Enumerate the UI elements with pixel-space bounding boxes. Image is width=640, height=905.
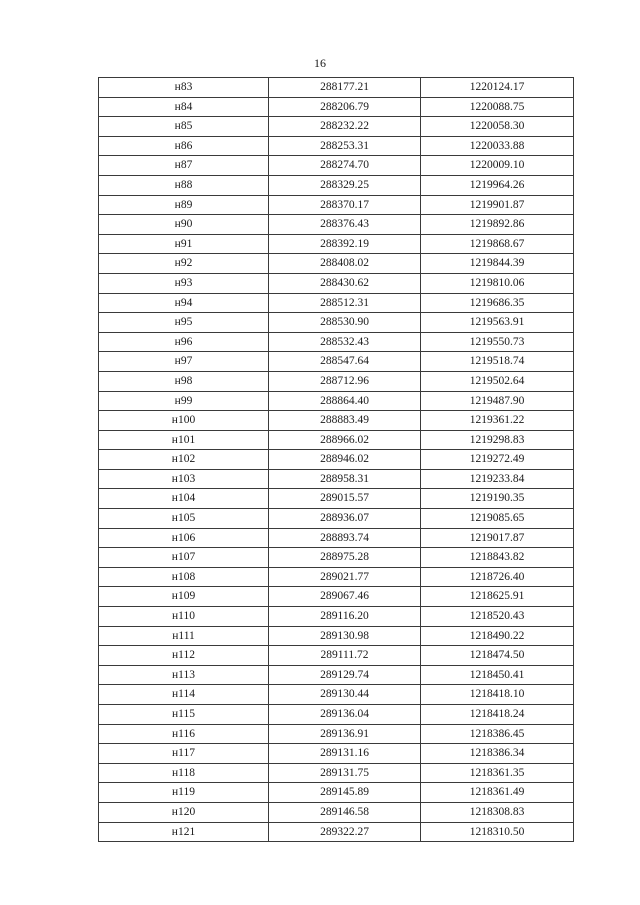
table-row xyxy=(99,489,574,509)
table-row xyxy=(99,567,574,587)
table-row xyxy=(99,587,574,607)
x-coordinate-cell: 288232.22 xyxy=(269,117,421,137)
coordinates-table xyxy=(98,77,574,842)
y-coordinate-cell: 1218843.82 xyxy=(421,548,574,568)
table-row xyxy=(99,450,574,470)
y-coordinate-cell: 1219017.87 xyxy=(421,528,574,548)
y-coordinate-cell: 1218361.35 xyxy=(421,763,574,783)
table-row xyxy=(99,822,574,842)
table-row xyxy=(99,744,574,764)
table-row xyxy=(99,195,574,215)
y-coordinate-cell: 1219298.83 xyxy=(421,430,574,450)
y-coordinate-cell: 1218308.83 xyxy=(421,802,574,822)
x-coordinate-cell: 288936.07 xyxy=(269,509,421,529)
table-row xyxy=(99,528,574,548)
x-coordinate-cell: 289111.72 xyxy=(269,646,421,666)
table-row xyxy=(99,97,574,117)
y-coordinate-cell: 1220088.75 xyxy=(421,97,574,117)
x-coordinate-cell: 288253.31 xyxy=(269,136,421,156)
x-coordinate-cell: 289067.46 xyxy=(269,587,421,607)
x-coordinate-cell: 288712.96 xyxy=(269,371,421,391)
table-row xyxy=(99,254,574,274)
y-coordinate-cell: 1218450.41 xyxy=(421,665,574,685)
point-name-cell: н115 xyxy=(99,705,269,725)
table-row xyxy=(99,705,574,725)
x-coordinate-cell: 289145.89 xyxy=(269,783,421,803)
coordinates-table-body xyxy=(99,78,574,842)
point-name-cell: н84 xyxy=(99,97,269,117)
table-row xyxy=(99,607,574,627)
point-name-cell: н83 xyxy=(99,78,269,98)
x-coordinate-cell: 289130.98 xyxy=(269,626,421,646)
point-name-cell: н107 xyxy=(99,548,269,568)
y-coordinate-cell: 1219844.39 xyxy=(421,254,574,274)
point-name-cell: н112 xyxy=(99,646,269,666)
x-coordinate-cell: 288408.02 xyxy=(269,254,421,274)
y-coordinate-cell: 1218361.49 xyxy=(421,783,574,803)
y-coordinate-cell: 1219272.49 xyxy=(421,450,574,470)
point-name-cell: н117 xyxy=(99,744,269,764)
x-coordinate-cell: 288392.19 xyxy=(269,234,421,254)
y-coordinate-cell: 1219686.35 xyxy=(421,293,574,313)
y-coordinate-cell: 1219190.35 xyxy=(421,489,574,509)
table-row xyxy=(99,273,574,293)
y-coordinate-cell: 1219563.91 xyxy=(421,313,574,333)
y-coordinate-cell: 1219901.87 xyxy=(421,195,574,215)
y-coordinate-cell: 1219892.86 xyxy=(421,215,574,235)
y-coordinate-cell: 1218386.34 xyxy=(421,744,574,764)
y-coordinate-cell: 1219085.65 xyxy=(421,509,574,529)
y-coordinate-cell: 1219550.73 xyxy=(421,332,574,352)
point-name-cell: н94 xyxy=(99,293,269,313)
x-coordinate-cell: 288893.74 xyxy=(269,528,421,548)
point-name-cell: н92 xyxy=(99,254,269,274)
point-name-cell: н90 xyxy=(99,215,269,235)
point-name-cell: н86 xyxy=(99,136,269,156)
table-row xyxy=(99,509,574,529)
table-row xyxy=(99,332,574,352)
point-name-cell: н98 xyxy=(99,371,269,391)
x-coordinate-cell: 289136.91 xyxy=(269,724,421,744)
point-name-cell: н104 xyxy=(99,489,269,509)
point-name-cell: н99 xyxy=(99,391,269,411)
y-coordinate-cell: 1219233.84 xyxy=(421,469,574,489)
x-coordinate-cell: 288370.17 xyxy=(269,195,421,215)
table-row xyxy=(99,665,574,685)
table-row xyxy=(99,313,574,333)
table-row xyxy=(99,391,574,411)
table-row xyxy=(99,175,574,195)
x-coordinate-cell: 288177.21 xyxy=(269,78,421,98)
y-coordinate-cell: 1219518.74 xyxy=(421,352,574,372)
point-name-cell: н87 xyxy=(99,156,269,176)
x-coordinate-cell: 289146.58 xyxy=(269,802,421,822)
y-coordinate-cell: 1218474.50 xyxy=(421,646,574,666)
point-name-cell: н101 xyxy=(99,430,269,450)
table-row xyxy=(99,763,574,783)
table-row xyxy=(99,293,574,313)
table-row xyxy=(99,548,574,568)
x-coordinate-cell: 288274.70 xyxy=(269,156,421,176)
x-coordinate-cell: 289322.27 xyxy=(269,822,421,842)
point-name-cell: н106 xyxy=(99,528,269,548)
point-name-cell: н111 xyxy=(99,626,269,646)
x-coordinate-cell: 289021.77 xyxy=(269,567,421,587)
table-row xyxy=(99,646,574,666)
y-coordinate-cell: 1220124.17 xyxy=(421,78,574,98)
x-coordinate-cell: 288430.62 xyxy=(269,273,421,293)
y-coordinate-cell: 1218490.22 xyxy=(421,626,574,646)
table-row xyxy=(99,136,574,156)
table-row xyxy=(99,469,574,489)
point-name-cell: н100 xyxy=(99,411,269,431)
point-name-cell: н108 xyxy=(99,567,269,587)
x-coordinate-cell: 288329.25 xyxy=(269,175,421,195)
point-name-cell: н109 xyxy=(99,587,269,607)
table-row xyxy=(99,352,574,372)
y-coordinate-cell: 1218625.91 xyxy=(421,587,574,607)
y-coordinate-cell: 1219487.90 xyxy=(421,391,574,411)
table-row xyxy=(99,685,574,705)
x-coordinate-cell: 289116.20 xyxy=(269,607,421,627)
point-name-cell: н95 xyxy=(99,313,269,333)
y-coordinate-cell: 1220033.88 xyxy=(421,136,574,156)
point-name-cell: н97 xyxy=(99,352,269,372)
x-coordinate-cell: 289129.74 xyxy=(269,665,421,685)
table-row xyxy=(99,724,574,744)
table-row xyxy=(99,78,574,98)
table-row xyxy=(99,783,574,803)
table-row xyxy=(99,215,574,235)
point-name-cell: н121 xyxy=(99,822,269,842)
point-name-cell: н91 xyxy=(99,234,269,254)
y-coordinate-cell: 1219502.64 xyxy=(421,371,574,391)
table-row xyxy=(99,234,574,254)
point-name-cell: н89 xyxy=(99,195,269,215)
y-coordinate-cell: 1218418.24 xyxy=(421,705,574,725)
x-coordinate-cell: 288958.31 xyxy=(269,469,421,489)
x-coordinate-cell: 289131.75 xyxy=(269,763,421,783)
point-name-cell: н120 xyxy=(99,802,269,822)
x-coordinate-cell: 289136.04 xyxy=(269,705,421,725)
point-name-cell: н85 xyxy=(99,117,269,137)
x-coordinate-cell: 288532.43 xyxy=(269,332,421,352)
point-name-cell: н96 xyxy=(99,332,269,352)
x-coordinate-cell: 288864.40 xyxy=(269,391,421,411)
table-row xyxy=(99,117,574,137)
point-name-cell: н103 xyxy=(99,469,269,489)
x-coordinate-cell: 288206.79 xyxy=(269,97,421,117)
point-name-cell: н93 xyxy=(99,273,269,293)
table-row xyxy=(99,430,574,450)
point-name-cell: н88 xyxy=(99,175,269,195)
point-name-cell: н105 xyxy=(99,509,269,529)
point-name-cell: н113 xyxy=(99,665,269,685)
table-row xyxy=(99,802,574,822)
point-name-cell: н118 xyxy=(99,763,269,783)
y-coordinate-cell: 1219964.26 xyxy=(421,175,574,195)
y-coordinate-cell: 1218520.43 xyxy=(421,607,574,627)
point-name-cell: н114 xyxy=(99,685,269,705)
y-coordinate-cell: 1218418.10 xyxy=(421,685,574,705)
x-coordinate-cell: 289131.16 xyxy=(269,744,421,764)
x-coordinate-cell: 289130.44 xyxy=(269,685,421,705)
y-coordinate-cell: 1219810.06 xyxy=(421,273,574,293)
x-coordinate-cell: 289015.57 xyxy=(269,489,421,509)
y-coordinate-cell: 1220058.30 xyxy=(421,117,574,137)
x-coordinate-cell: 288946.02 xyxy=(269,450,421,470)
y-coordinate-cell: 1218386.45 xyxy=(421,724,574,744)
x-coordinate-cell: 288966.02 xyxy=(269,430,421,450)
y-coordinate-cell: 1218726.40 xyxy=(421,567,574,587)
table-row xyxy=(99,371,574,391)
x-coordinate-cell: 288512.31 xyxy=(269,293,421,313)
table-row xyxy=(99,156,574,176)
x-coordinate-cell: 288530.90 xyxy=(269,313,421,333)
y-coordinate-cell: 1218310.50 xyxy=(421,822,574,842)
x-coordinate-cell: 288975.28 xyxy=(269,548,421,568)
y-coordinate-cell: 1220009.10 xyxy=(421,156,574,176)
x-coordinate-cell: 288547.64 xyxy=(269,352,421,372)
x-coordinate-cell: 288376.43 xyxy=(269,215,421,235)
table-row xyxy=(99,626,574,646)
point-name-cell: н110 xyxy=(99,607,269,627)
y-coordinate-cell: 1219868.67 xyxy=(421,234,574,254)
table-row xyxy=(99,411,574,431)
y-coordinate-cell: 1219361.22 xyxy=(421,411,574,431)
x-coordinate-cell: 288883.49 xyxy=(269,411,421,431)
point-name-cell: н102 xyxy=(99,450,269,470)
point-name-cell: н119 xyxy=(99,783,269,803)
page-number: 16 xyxy=(314,56,326,70)
point-name-cell: н116 xyxy=(99,724,269,744)
